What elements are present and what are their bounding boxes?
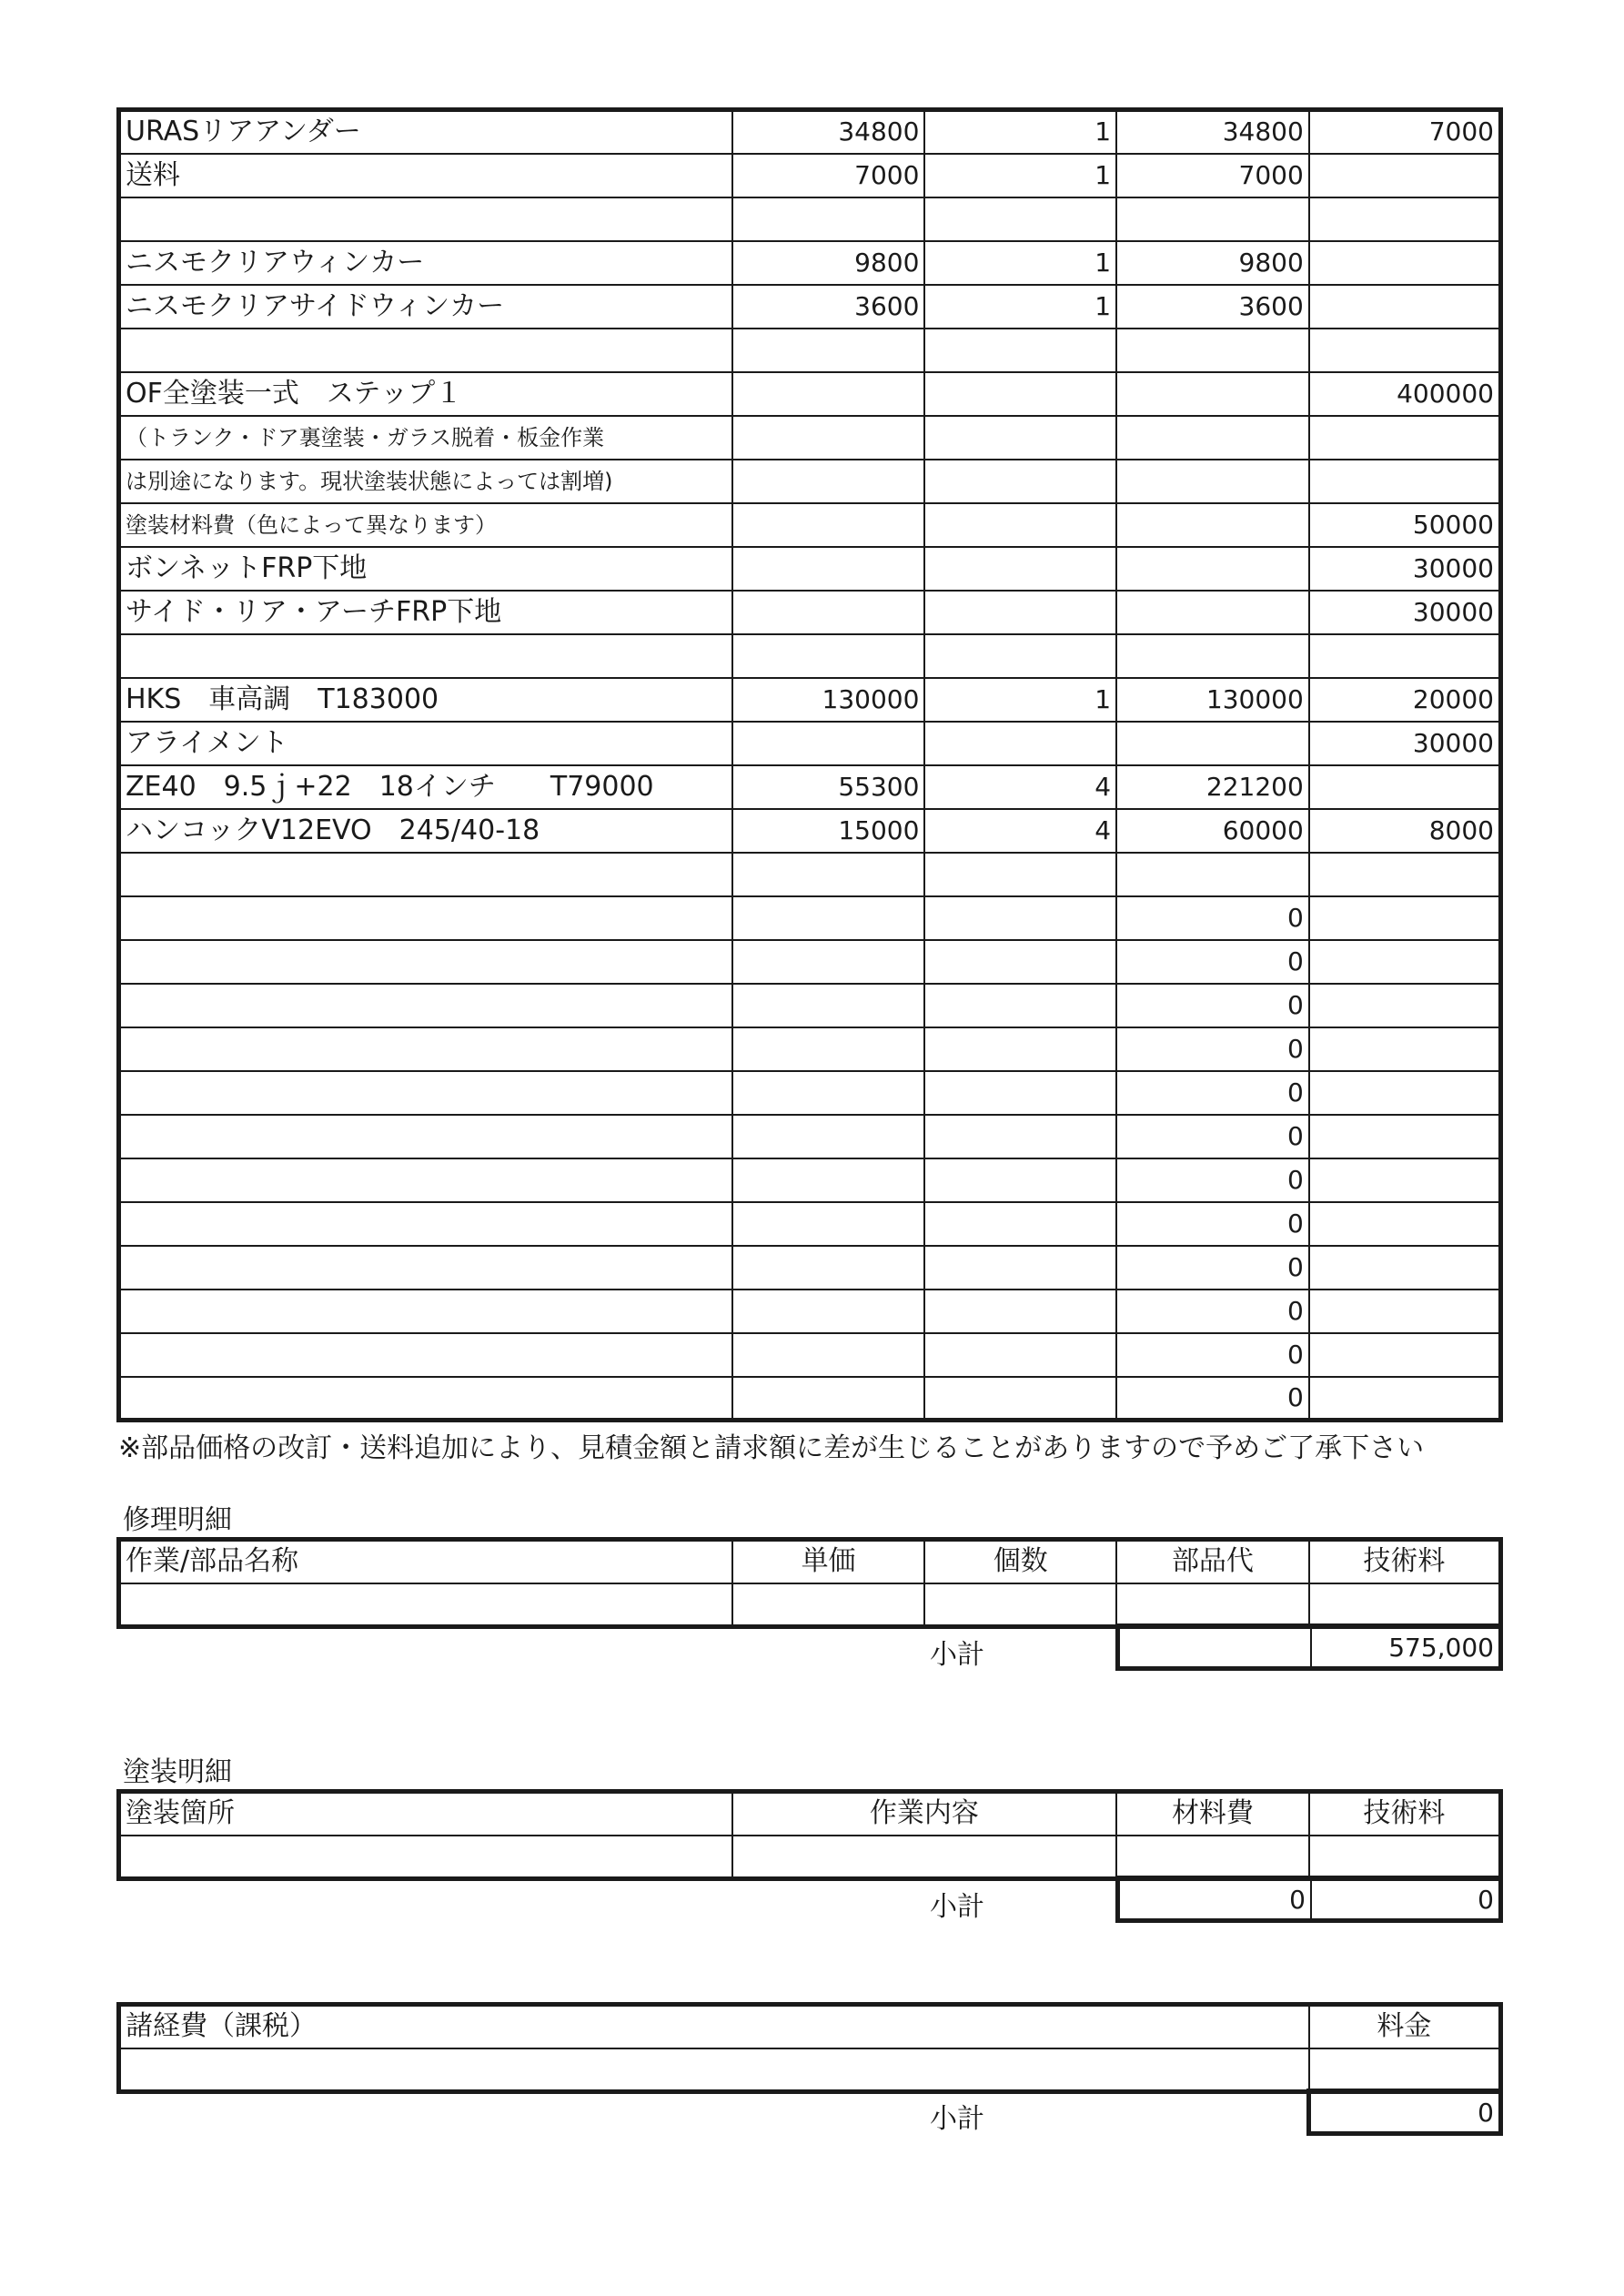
table-row [119, 110, 1501, 154]
parts-cost-cell [1116, 197, 1309, 241]
table-row [119, 678, 1501, 722]
unit-price-cell [732, 984, 925, 1027]
unit-price-cell [732, 722, 925, 765]
quantity-cell: 1 [924, 285, 1116, 329]
tech-fee-cell: 20000 [1309, 678, 1501, 722]
quantity-cell: 1 [924, 241, 1116, 285]
tech-fee-cell [1309, 1202, 1501, 1246]
unit-price-cell [732, 1115, 925, 1158]
item-name-cell: 塗装材料費（色によって異なります） [119, 503, 732, 547]
tech-fee-cell: 30000 [1309, 547, 1501, 591]
misc-subtotal-box [1306, 2089, 1503, 2136]
quantity-cell [924, 722, 1116, 765]
paint-subtotal-material: 0 [1120, 1880, 1312, 1918]
table-row [119, 1027, 1501, 1071]
item-name-cell: OF全塗装一式 ステップ１ [119, 372, 732, 416]
header-work-content: 作業内容 [732, 1792, 1116, 1836]
parts-cost-cell: 0 [1116, 1158, 1309, 1202]
quantity-cell [924, 503, 1116, 547]
item-name-cell [119, 896, 732, 940]
paint-table [116, 1789, 1503, 1881]
table-cell [119, 2048, 1309, 2092]
quantity-cell: 4 [924, 765, 1116, 809]
table-row [119, 503, 1501, 547]
unit-price-cell: 3600 [732, 285, 925, 329]
tech-fee-cell [1309, 241, 1501, 285]
quantity-cell [924, 1377, 1116, 1421]
header-tech-fee: 技術料 [1309, 1540, 1501, 1583]
item-name-cell [119, 1202, 732, 1246]
parts-cost-cell: 0 [1116, 1115, 1309, 1158]
quantity-cell [924, 416, 1116, 460]
table-row [119, 547, 1501, 591]
unit-price-cell [732, 896, 925, 940]
parts-cost-cell [1116, 503, 1309, 547]
unit-price-cell: 9800 [732, 241, 925, 285]
table-cell [1309, 1583, 1501, 1627]
quantity-cell [924, 197, 1116, 241]
table-row [119, 372, 1501, 416]
unit-price-cell [732, 1027, 925, 1071]
quantity-cell [924, 1027, 1116, 1071]
item-name-cell [119, 329, 732, 372]
parts-cost-cell [1116, 547, 1309, 591]
table-cell [1116, 1836, 1309, 1879]
quantity-cell [924, 896, 1116, 940]
item-name-cell: ニスモクリアサイドウィンカー [119, 285, 732, 329]
unit-price-cell [732, 940, 925, 984]
table-row [119, 1246, 1501, 1290]
table-cell [924, 1583, 1116, 1627]
tech-fee-cell [1309, 1158, 1501, 1202]
item-name-cell: は別途になります。現状塗装状態によっては割増) [119, 460, 732, 503]
header-item-name: 作業/部品名称 [119, 1540, 732, 1583]
item-name-cell [119, 1246, 732, 1290]
item-name-cell [119, 197, 732, 241]
quantity-cell [924, 460, 1116, 503]
tech-fee-cell: 8000 [1309, 809, 1501, 853]
header-misc-name: 諸経費（課税） [119, 2005, 1309, 2048]
unit-price-cell: 130000 [732, 678, 925, 722]
table-row [119, 197, 1501, 241]
unit-price-cell [732, 416, 925, 460]
table-cell [1309, 2048, 1501, 2092]
quantity-cell [924, 853, 1116, 896]
parts-cost-cell [1116, 591, 1309, 634]
parts-cost-cell: 0 [1116, 1202, 1309, 1246]
quantity-cell [924, 984, 1116, 1027]
header-fee: 料金 [1309, 2005, 1501, 2048]
unit-price-cell [732, 460, 925, 503]
item-name-cell: ニスモクリアウィンカー [119, 241, 732, 285]
misc-expense-table [116, 2002, 1503, 2094]
tech-fee-cell [1309, 896, 1501, 940]
header-parts-cost: 部品代 [1116, 1540, 1309, 1583]
table-cell [1309, 1836, 1501, 1879]
header-material-cost: 材料費 [1116, 1792, 1309, 1836]
estimate-table [116, 107, 1503, 1422]
table-row [119, 634, 1501, 678]
estimate-table-body [119, 110, 1501, 1421]
item-name-cell: サイド・リア・アーチFRP下地 [119, 591, 732, 634]
table-row [119, 329, 1501, 372]
item-name-cell: ZE40 9.5ｊ+22 18インチ T79000 [119, 765, 732, 809]
tech-fee-cell [1309, 285, 1501, 329]
table-row [119, 853, 1501, 896]
header-quantity: 個数 [924, 1540, 1116, 1583]
item-name-cell: ハンコックV12EVO 245/40-18 [119, 809, 732, 853]
price-notice: ※部品価格の改訂・送料追加により、見積金額と請求額に差が生じることがありますので予めご了承下さい [118, 1432, 1425, 1464]
parts-cost-cell: 34800 [1116, 110, 1309, 154]
table-row [119, 940, 1501, 984]
repair-subtotal-parts [1120, 1628, 1312, 1666]
unit-price-cell [732, 503, 925, 547]
tech-fee-cell [1309, 940, 1501, 984]
tech-fee-cell [1309, 1115, 1501, 1158]
table-row [119, 1290, 1501, 1333]
table-cell [732, 1583, 925, 1627]
paint-header-row [119, 1792, 1501, 1836]
parts-cost-cell: 0 [1116, 1377, 1309, 1421]
tech-fee-cell [1309, 984, 1501, 1027]
parts-cost-cell: 7000 [1116, 154, 1309, 197]
table-row [119, 154, 1501, 197]
tech-fee-cell [1309, 765, 1501, 809]
quantity-cell [924, 940, 1116, 984]
tech-fee-cell: 50000 [1309, 503, 1501, 547]
quantity-cell [924, 1115, 1116, 1158]
parts-cost-cell: 0 [1116, 940, 1309, 984]
parts-cost-cell: 60000 [1116, 809, 1309, 853]
item-name-cell: HKS 車高調 T183000 [119, 678, 732, 722]
paint-section-title: 塗装明細 [123, 1756, 232, 1788]
repair-table [116, 1537, 1503, 1629]
table-row [119, 722, 1501, 765]
parts-cost-cell: 0 [1116, 1290, 1309, 1333]
item-name-cell [119, 853, 732, 896]
unit-price-cell [732, 329, 925, 372]
unit-price-cell [732, 591, 925, 634]
parts-cost-cell [1116, 634, 1309, 678]
quantity-cell: 1 [924, 110, 1116, 154]
tech-fee-cell [1309, 1027, 1501, 1071]
quantity-cell [924, 1246, 1116, 1290]
quantity-cell [924, 1071, 1116, 1115]
item-name-cell [119, 984, 732, 1027]
unit-price-cell: 34800 [732, 110, 925, 154]
item-name-cell: 送料 [119, 154, 732, 197]
parts-cost-cell [1116, 329, 1309, 372]
tech-fee-cell [1309, 197, 1501, 241]
item-name-cell: ボンネットFRP下地 [119, 547, 732, 591]
item-name-cell [119, 1071, 732, 1115]
table-cell [119, 1836, 732, 1879]
quantity-cell [924, 547, 1116, 591]
unit-price-cell [732, 1290, 925, 1333]
table-row [119, 1071, 1501, 1115]
repair-header-row [119, 1540, 1501, 1583]
parts-cost-cell: 130000 [1116, 678, 1309, 722]
quantity-cell [924, 372, 1116, 416]
tech-fee-cell [1309, 1333, 1501, 1377]
quantity-cell: 1 [924, 678, 1116, 722]
table-row [119, 984, 1501, 1027]
item-name-cell [119, 1290, 732, 1333]
table-row [119, 1115, 1501, 1158]
header-tech-fee: 技術料 [1309, 1792, 1501, 1836]
tech-fee-cell: 7000 [1309, 110, 1501, 154]
table-row [119, 1333, 1501, 1377]
quantity-cell [924, 1158, 1116, 1202]
unit-price-cell [732, 1333, 925, 1377]
parts-cost-cell: 0 [1116, 1071, 1309, 1115]
item-name-cell [119, 1333, 732, 1377]
unit-price-cell [732, 1071, 925, 1115]
item-name-cell: URASリアアンダー [119, 110, 732, 154]
paint-subtotal-tech: 0 [1478, 1884, 1494, 1915]
unit-price-cell [732, 1202, 925, 1246]
header-unit-price: 単価 [732, 1540, 925, 1583]
table-row [119, 460, 1501, 503]
quantity-cell: 4 [924, 809, 1116, 853]
item-name-cell: （トランク・ドア裏塗装・ガラス脱着・板金作業 [119, 416, 732, 460]
misc-subtotal-label: 小計 [930, 2103, 984, 2135]
tech-fee-cell: 30000 [1309, 591, 1501, 634]
unit-price-cell [732, 853, 925, 896]
unit-price-cell [732, 1158, 925, 1202]
table-cell [732, 1836, 1116, 1879]
tech-fee-cell [1309, 1071, 1501, 1115]
parts-cost-cell [1116, 853, 1309, 896]
repair-empty-row [119, 1583, 1501, 1627]
quantity-cell [924, 634, 1116, 678]
repair-subtotal-label: 小計 [930, 1639, 984, 1671]
parts-cost-cell: 0 [1116, 984, 1309, 1027]
misc-empty-row [119, 2048, 1501, 2092]
table-row [119, 809, 1501, 853]
table-row [119, 765, 1501, 809]
unit-price-cell [732, 1377, 925, 1421]
tech-fee-cell [1309, 1290, 1501, 1333]
table-cell [119, 1583, 732, 1627]
tech-fee-cell [1309, 329, 1501, 372]
table-row [119, 1158, 1501, 1202]
tech-fee-cell [1309, 853, 1501, 896]
quantity-cell: 1 [924, 154, 1116, 197]
parts-cost-cell: 0 [1116, 1027, 1309, 1071]
unit-price-cell [732, 547, 925, 591]
parts-cost-cell [1116, 416, 1309, 460]
table-row [119, 416, 1501, 460]
paint-subtotal-label: 小計 [930, 1891, 984, 1923]
tech-fee-cell [1309, 460, 1501, 503]
item-name-cell [119, 1027, 732, 1071]
unit-price-cell [732, 634, 925, 678]
item-name-cell: アライメント [119, 722, 732, 765]
parts-cost-cell: 0 [1116, 1333, 1309, 1377]
paint-empty-row [119, 1836, 1501, 1879]
tech-fee-cell [1309, 416, 1501, 460]
repair-subtotal-box [1115, 1623, 1503, 1671]
table-row [119, 591, 1501, 634]
table-row [119, 285, 1501, 329]
header-paint-location: 塗装箇所 [119, 1792, 732, 1836]
repair-section-title: 修理明細 [123, 1504, 232, 1536]
tech-fee-cell: 400000 [1309, 372, 1501, 416]
item-name-cell [119, 1115, 732, 1158]
item-name-cell [119, 1158, 732, 1202]
unit-price-cell [732, 372, 925, 416]
parts-cost-cell [1116, 460, 1309, 503]
unit-price-cell: 7000 [732, 154, 925, 197]
table-row [119, 241, 1501, 285]
paint-subtotal-box [1115, 1876, 1503, 1923]
table-row [119, 1377, 1501, 1421]
parts-cost-cell: 0 [1116, 896, 1309, 940]
quantity-cell [924, 591, 1116, 634]
quantity-cell [924, 1202, 1116, 1246]
unit-price-cell: 15000 [732, 809, 925, 853]
table-row [119, 896, 1501, 940]
quantity-cell [924, 1290, 1116, 1333]
tech-fee-cell [1309, 1246, 1501, 1290]
item-name-cell [119, 634, 732, 678]
misc-subtotal-fee: 0 [1478, 2097, 1494, 2128]
tech-fee-cell: 30000 [1309, 722, 1501, 765]
parts-cost-cell: 0 [1116, 1246, 1309, 1290]
repair-subtotal-tech: 575,000 [1388, 1632, 1494, 1663]
parts-cost-cell [1116, 722, 1309, 765]
misc-header-row [119, 2005, 1501, 2048]
parts-cost-cell: 3600 [1116, 285, 1309, 329]
quantity-cell [924, 329, 1116, 372]
parts-cost-cell: 9800 [1116, 241, 1309, 285]
tech-fee-cell [1309, 634, 1501, 678]
parts-cost-cell [1116, 372, 1309, 416]
table-row [119, 1202, 1501, 1246]
parts-cost-cell: 221200 [1116, 765, 1309, 809]
table-cell [1116, 1583, 1309, 1627]
unit-price-cell: 55300 [732, 765, 925, 809]
unit-price-cell [732, 1246, 925, 1290]
item-name-cell [119, 1377, 732, 1421]
tech-fee-cell [1309, 1377, 1501, 1421]
item-name-cell [119, 940, 732, 984]
tech-fee-cell [1309, 154, 1501, 197]
unit-price-cell [732, 197, 925, 241]
quantity-cell [924, 1333, 1116, 1377]
